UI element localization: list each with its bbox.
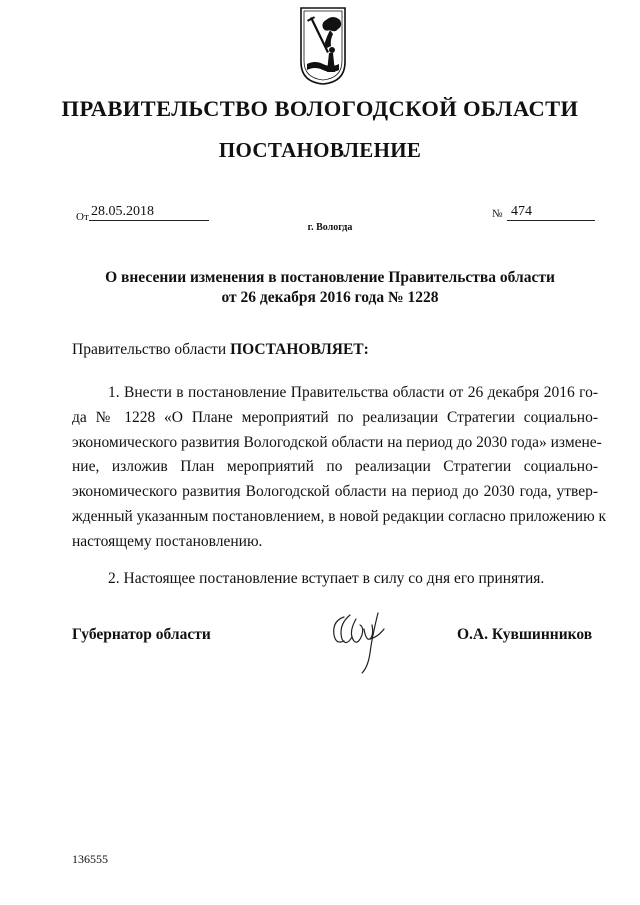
paragraph-line: экономического развития Вологодской области на период до 2030 года» измене- [72, 433, 602, 451]
handwritten-signature [326, 607, 396, 677]
paragraph-line: 2. Настоящее постановление вступает в силу со дня его принятия. [108, 570, 545, 587]
document-code: 136555 [72, 852, 108, 866]
signer-name: О.А. Кувшинников [457, 626, 593, 643]
number-prefix: № [492, 208, 503, 220]
paragraph-line: 1. Внести в постановление Правительства области от 26 декабря 2016 го- [108, 384, 598, 401]
preamble-text: Правительство области [72, 341, 231, 358]
paragraph-1 [72, 381, 607, 555]
city: г. Вологда [307, 222, 353, 233]
date-prefix: От [76, 211, 89, 223]
paragraph-line: да № 1228 «О Плане мероприятий по реализации Стратегии социально- [72, 408, 598, 426]
paragraph-line: настоящему постановлению. [72, 532, 263, 550]
preamble [72, 341, 369, 359]
document-subject [0, 268, 640, 308]
paragraph-2 [72, 567, 598, 592]
signer-title: Губернатор области [72, 626, 211, 643]
coat-of-arms-icon [299, 6, 347, 86]
subject-line: от 26 декабря 2016 года № 1228 [221, 289, 439, 306]
subject-line: О внесении изменения в постановление Правительства области [105, 269, 555, 286]
paragraph-line: экономического развития Вологодской области на период до 2030 года, утвер- [72, 483, 598, 501]
organization-title: ПРАВИТЕЛЬСТВО ВОЛОГОДСКОЙ ОБЛАСТИ [61, 96, 579, 121]
document-number: 474 [507, 203, 595, 221]
document-date: 28.05.2018 [89, 203, 209, 221]
paragraph-line: ние, изложив План мероприятий по реализации Стратегии социально- [72, 458, 598, 476]
document-type: ПОСТАНОВЛЕНИЕ [218, 138, 422, 162]
paragraph-line: жденный указанным постановлением, в новой редакции согласно приложению к [72, 507, 607, 525]
preamble-verb: ПОСТАНОВЛЯЕТ: [230, 341, 369, 358]
